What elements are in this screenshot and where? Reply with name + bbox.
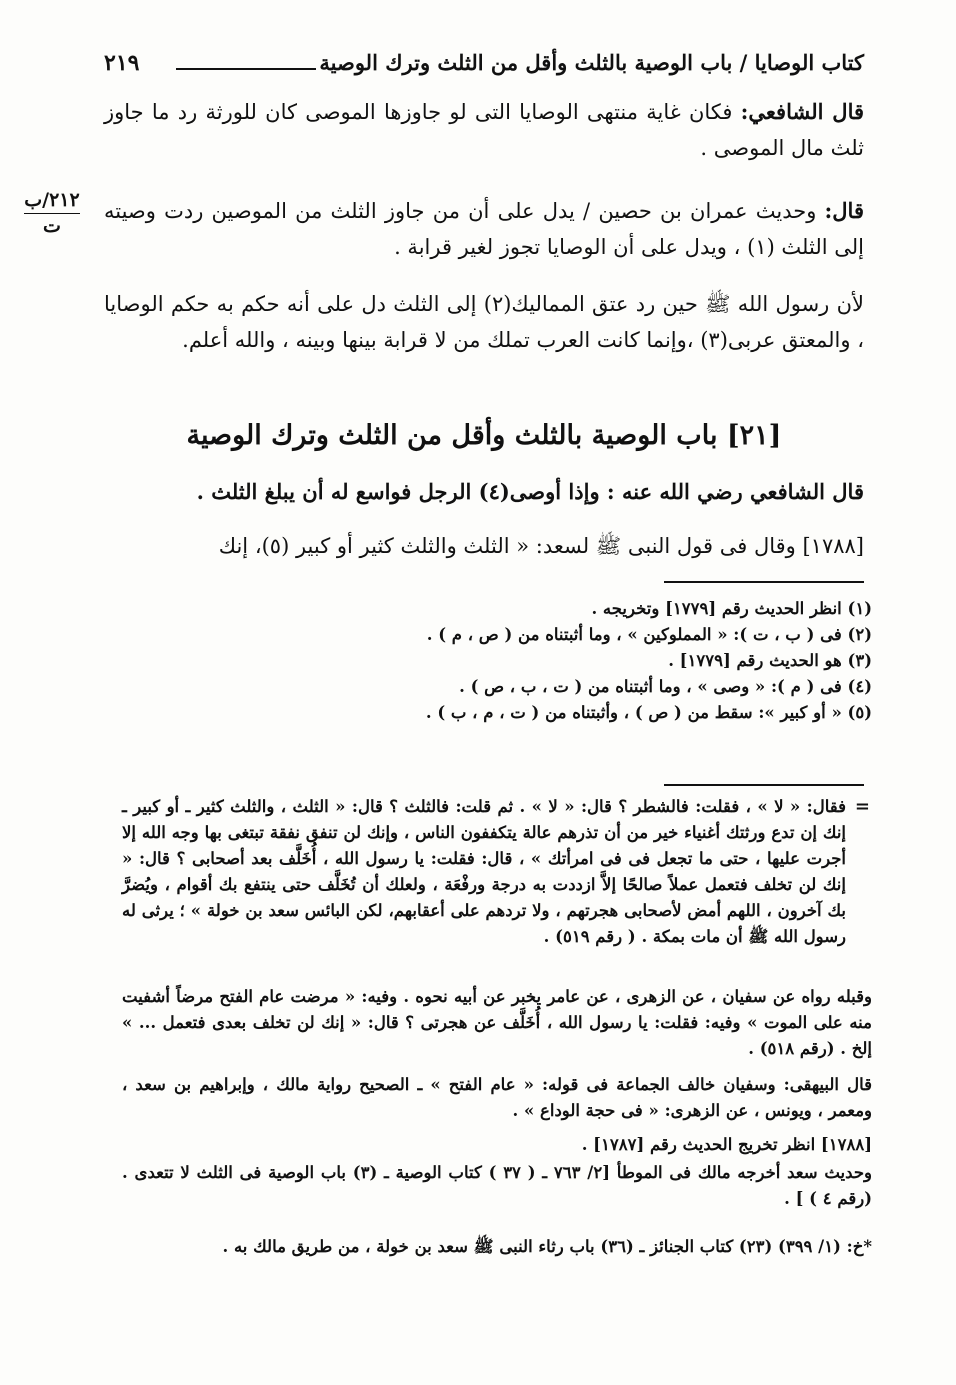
footnote-item: (٣) هو الحديث رقم [١٧٧٩] . [668,651,872,670]
commentary-1: فقال: « لا » ، فقلت: فالشطر ؟ قال: « لا » . ثم قلت: فالثلث ؟ قال: « الثلث ، والثلث كثير ـ أو كبير ـ إنك إن تدع ورثتك أغنياء خير من أن تذرهم عالة يتكففون الناس ، وإنك لن تنفق نفقة تبتغى بها وجه الله إلا أجرت عليها ، حتى ما تجعل فى فى امرأتك » ، قال: فقلت: يا رسول الله ، أُخَلَّف بعد أصحابى ؟ قال: « إنك لن تخلف فتعمل عملاً صالحًا إلاَّ ازددت به درجة ورفْعَة ، ولعلك أن تُخَلَّف حتى ينتفع بك أقوام ، ويُضرَّ بك آخرون ، اللهم أمض لأصحابى هجرتهم ، ولا تردهم على أعقابهم، لكن البائس سعد بن خولة » ؛ يرثى له رسول الله ﷺ أن مات بمكة . ( رقم ٥١٩) . [122,797,846,946]
running-header-title: كتاب الوصايا / باب الوصية بالثلث وأقل من الثلث وترك الوصية [319,50,864,75]
hadith-1788 [104,528,864,564]
page-number: ٢١٩ [104,50,140,76]
footnote-item: (١) انظر الحديث رقم [١٧٧٩] وتخريجه . [591,599,872,618]
footnote-divider [664,581,864,583]
footnote-item: (٢) فى ( ب ، ت ): « المملوكين » ، وما أثبتناه من ( ص ، م ) . [426,625,872,644]
commentary-5: وحديث سعد أخرجه مالك فى الموطأ [٢/ ٧٦٣ ـ ( ٣٧ ) كتاب الوصية ـ (٣) باب الوصية فى الثلث لا تتعدى . (رقم ٤ ) ] . [122,1163,872,1208]
footnote-item: (٤) فى ( م ): « وصى » ، وما أثبتناه من ( ت ، ب ، ص ) . [459,677,872,696]
continuation-marker: = [854,796,870,817]
folio-note-line2: ت [24,213,80,239]
paragraph-text: : وإذا أوصى(٤) الرجل فواسع له أن يبلغ الثلث . [196,479,615,504]
commentary-2: وقبله رواه عن سفيان ، عن الزهرى ، عن عامر يخبر عن أبيه نحوه . وفيه: « مرضت عام الفتح مرضاً أشفيت منه على الموت » وفيه: فقلت: يا رسول الله ، أُخَلَّف عن هجرتى ؟ قال: « إنك لن تخلف بعدى فتعمل ... » إلخ . (رقم ٥١٨) . [122,987,872,1058]
section-intro [104,474,864,510]
paragraph-text: وحديث عمران بن حصين / يدل على أن من جاوز الثلث من الموصين ردت وصيته إلى الثلث (١) ، ويدل على أن الوصايا تجوز لغير قرابة . [104,199,864,259]
speaker-label: قال الشافعي: [740,99,865,124]
footnotes [92,596,872,726]
folio-note-line1: ٢١٢/ب [24,189,80,211]
paragraph-1 [104,94,864,166]
paragraph-2 [104,193,864,265]
running-header [104,48,864,88]
commentary-divider [664,784,864,786]
manuscript-folio-note [12,188,92,238]
commentary-4: [١٧٨٨] انظر تخريج الحديث رقم [١٧٨٧] . [581,1135,872,1154]
speaker-label: قال الشافعي رضي الله عنه [621,479,864,504]
speaker-label: قال: [824,198,864,223]
commentary-3: قال البيهقى: وسفيان خالف الجماعة فى قوله: « عام الفتح » ـ الصحيح رواية مالك ، وإبراهيم بن سعد ، ومعمر ، ويونس ، عن الزهرى: « فى حجة الوداع » . [122,1075,872,1120]
paragraph-3 [104,286,864,358]
paragraph-text: [١٧٨٨] وقال فى قول النبى ﷺ لسعد: « الثلث والثلث كثير أو كبير (٥)، إنك [218,534,864,558]
footnote-item: (٥) « أو كبير »: سقط من ( ص ) ، وأثبتناه من ( ت ، م ، ب ) . [425,703,872,722]
paragraph-text: لأن رسول الله ﷺ حين رد عتق المماليك(٢) إلى الثلث دل على أنه حكم به حكم الوصايا ، والمعتق عربى(٣) ،وإنما كانت العرب تملك من لا قرابة بينها وبينه ، والله أعلم. [104,292,865,352]
section-heading: [٢١] باب الوصية بالثلث وأقل من الثلث وترك الوصية [186,420,782,451]
commentary-6: *خ: (١/ ٣٩٩) (٢٣) كتاب الجنائز ـ (٣٦) باب رثاء النبى ﷺ سعد بن خولة ، من طريق مالك به . [222,1237,872,1256]
header-rule [176,68,316,70]
paragraph-text: فكان غاية منتهى الوصايا التى لو جاوزها الموصى كان للورثة رد ما جاوز ثلث مال الموصى . [104,100,864,160]
